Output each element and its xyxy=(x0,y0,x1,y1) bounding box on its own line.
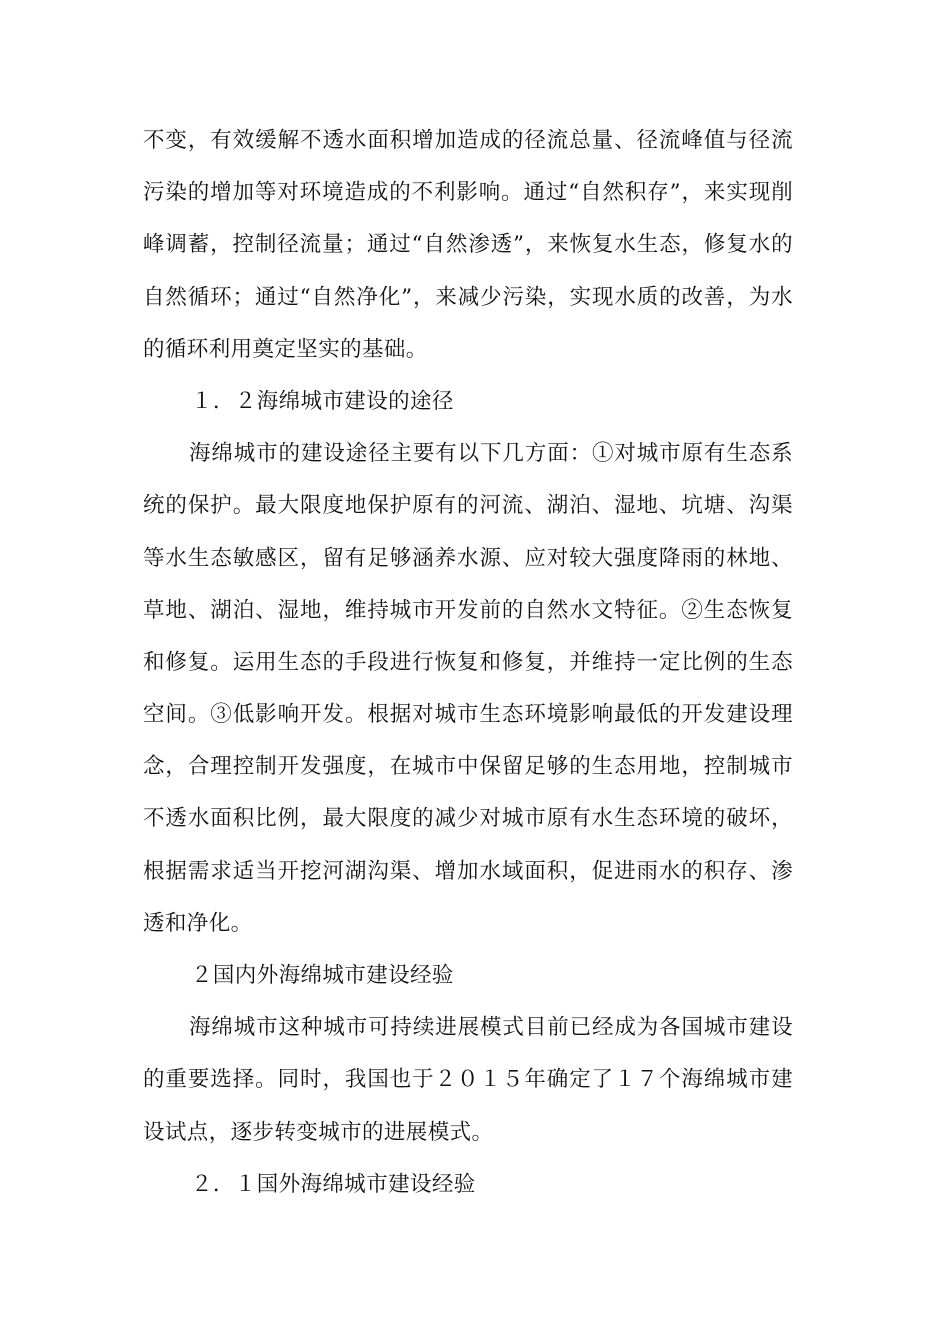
paragraph-line: 等水生态敏感区，留有足够涵养水源、应对较大强度降雨的林地、 xyxy=(143,545,793,571)
paragraph-line: 峰调蓄，控制径流量；通过“自然渗透”，来恢复水生态，修复水的 xyxy=(143,232,793,258)
paragraph-line: 草地、湖泊、湿地，维持城市开发前的自然水文特征。②生态恢复 xyxy=(143,597,793,623)
paragraph-line: 念，合理控制开发强度，在城市中保留足够的生态用地，控制城市 xyxy=(143,754,793,780)
paragraph-line: 的循环利用奠定坚实的基础。 xyxy=(143,336,428,362)
document-page xyxy=(143,115,793,1211)
paragraph-line: 根据需求适当开挖河湖沟渠、增加水域面积，促进雨水的积存、渗 xyxy=(143,858,793,884)
paragraph-line: 空间。③低影响开发。根据对城市生态环境影响最低的开发建设理 xyxy=(143,702,793,728)
paragraph-line: 不透水面积比例，最大限度的减少对城市原有水生态环境的破坏， xyxy=(143,806,793,832)
paragraph-line: 统的保护。最大限度地保护原有的河流、湖泊、湿地、坑塘、沟渠 xyxy=(143,493,793,519)
section-heading: ２．１国外海绵城市建设经验 xyxy=(191,1171,476,1197)
paragraph-line: 海绵城市这种城市可持续进展模式目前已经成为各国城市建设 xyxy=(189,1015,793,1041)
paragraph-line: 和修复。运用生态的手段进行恢复和修复，并维持一定比例的生态 xyxy=(143,649,793,675)
section-heading: ２国内外海绵城市建设经验 xyxy=(191,963,454,988)
paragraph-line: 设试点，逐步转变城市的进展模式。 xyxy=(143,1119,494,1145)
paragraph-line: 自然循环；通过“自然净化”，来减少污染，实现水质的改善，为水 xyxy=(143,284,793,310)
paragraph-line: 不变，有效缓解不透水面积增加造成的径流总量、径流峰值与径流 xyxy=(143,128,793,153)
paragraph-line: 透和净化。 xyxy=(143,910,253,936)
paragraph-line: 的重要选择。同时，我国也于２０１５年确定了１７个海绵城市建 xyxy=(143,1067,793,1093)
paragraph-line: 海绵城市的建设途径主要有以下几方面：①对城市原有生态系 xyxy=(189,441,793,467)
paragraph-line: 污染的增加等对环境造成的不利影响。通过“自然积存”，来实现削 xyxy=(143,180,793,206)
section-heading: １．２海绵城市建设的途径 xyxy=(191,388,454,414)
